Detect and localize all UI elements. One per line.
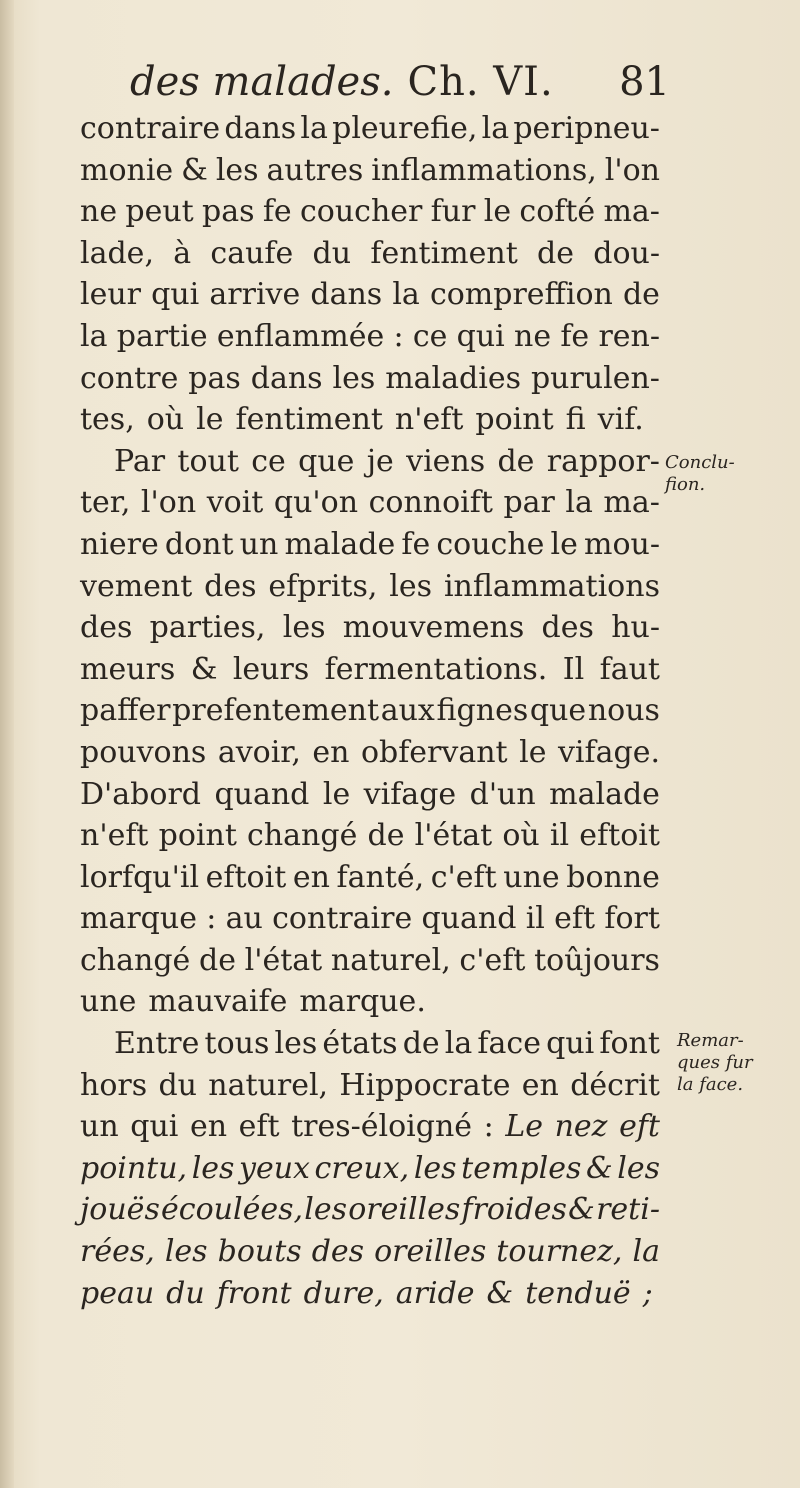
text-line: changé de l'état naturel, c'eft toûjours (80, 942, 660, 978)
text-line: des parties, les mouvemens des hu- (80, 610, 660, 646)
text-line: monie & les autres inflammations, l'on (80, 152, 660, 188)
body-text (80, 108, 660, 1314)
text-line: n'eft point changé de l'état où il eftoit (80, 818, 660, 854)
text-line: contre pas dans les maladies purulen- (80, 360, 660, 396)
page-number: 81 (619, 59, 670, 105)
margin-note-line: la face. (677, 1074, 744, 1095)
text-line: hors du naturel, Hippocrate en décrit (80, 1067, 660, 1103)
text-line: contraire dans la pleurefie, la peripneu- (80, 111, 660, 146)
text-line: Entre tous les états de la face qui font (114, 1026, 660, 1062)
text-line: une mauvaife marque. (80, 984, 426, 1020)
margin-note-line: Conclu- (665, 452, 735, 473)
text-line: ne peut pas fe coucher fur le cofté ma- (80, 194, 660, 230)
margin-note-line: ques fur (677, 1052, 753, 1073)
text-line: marque : au contraire quand il eft fort (80, 901, 660, 937)
margin-note-conclusion (665, 452, 735, 496)
text-line: pointu, les yeux creux, les temples & les (80, 1150, 660, 1186)
text-line: D'abord quand le vifage d'un malade (80, 776, 660, 812)
margin-note-line: Remar- (677, 1030, 744, 1051)
page-gutter (0, 0, 14, 1488)
text-line: lorfqu'il eftoit en fanté, c'eft une bonne (80, 859, 660, 895)
text-line: jouës écoulées, les oreilles froides & reti- (80, 1192, 660, 1228)
text-line: un qui en eft tres-éloigné : Le nez eft (80, 1109, 660, 1145)
text-line: lade, à caufe du fentiment de dou- (80, 235, 660, 271)
text-line: tes, où le fentiment n'eft point fi vif. (80, 402, 644, 438)
text-line: Par tout ce que je viens de rappor- (114, 443, 660, 479)
page-header (130, 52, 670, 112)
text-line: la partie enflammée : ce qui ne fe ren- (80, 318, 660, 354)
running-title: des malades. (130, 59, 394, 105)
text-line: rées, les bouts des oreilles tournez, la (80, 1234, 660, 1270)
text-line: paffer prefentement aux fignes que nous (80, 693, 660, 729)
text-line: vement des efprits, les inflammations (80, 568, 660, 604)
text-line: ter, l'on voit qu'on connoift par la ma- (80, 485, 660, 521)
chapter-label: Ch. VI. (407, 59, 554, 105)
margin-note-remarques (677, 1030, 753, 1096)
text-line: meurs & leurs fermentations. Il faut (80, 651, 660, 687)
text-line: leur qui arrive dans la compreffion de (80, 277, 660, 313)
margin-note-line: fion. (665, 474, 706, 495)
text-line: pouvons avoir, en obfervant le vifage. (80, 734, 660, 770)
text-line: peau du front dure, aride & tenduë ; (80, 1275, 653, 1311)
text-line: niere dont un malade fe couche le mou- (80, 526, 660, 562)
